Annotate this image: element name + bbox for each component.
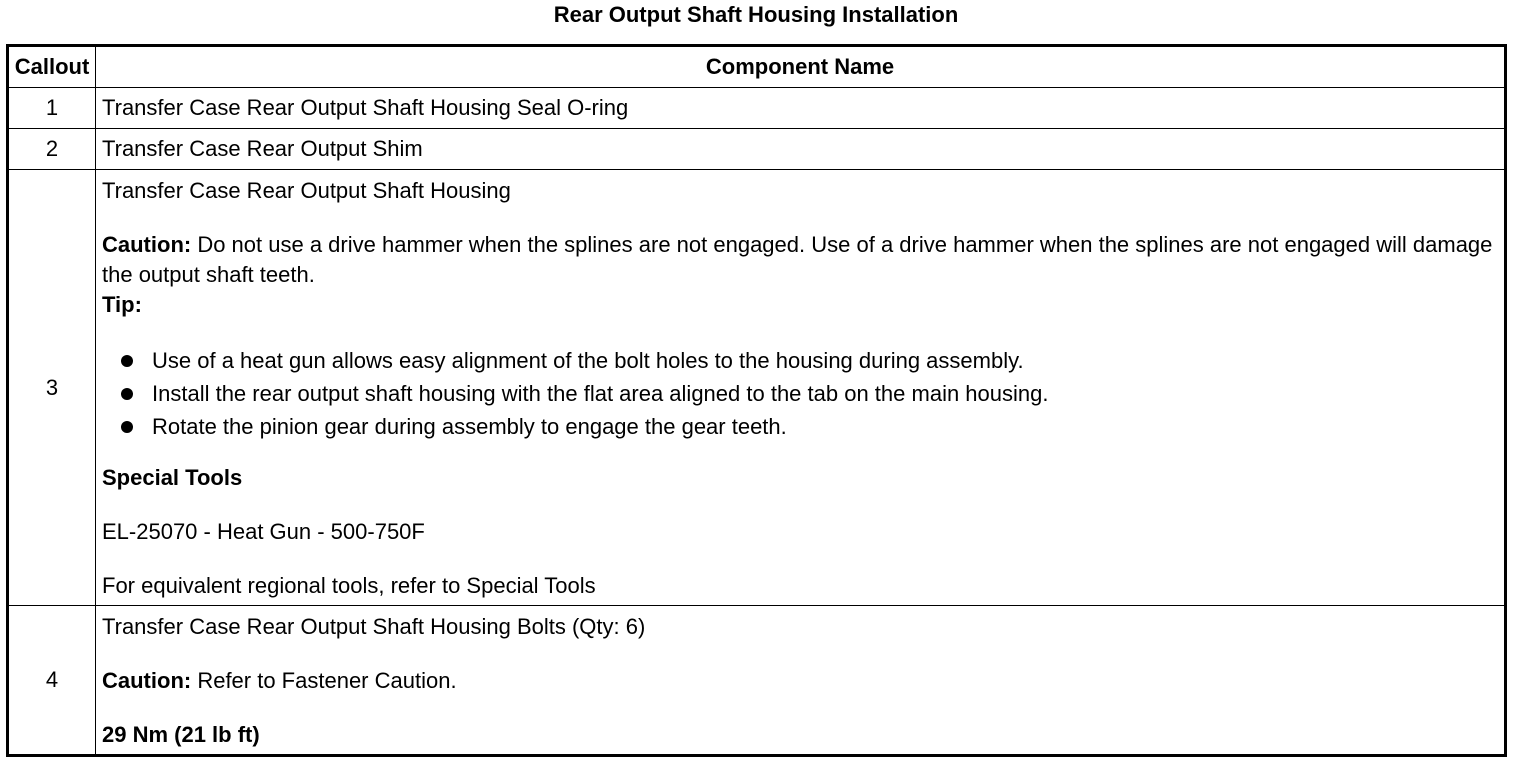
list-item: [102, 377, 1498, 410]
caution-label: Caution:: [102, 668, 192, 693]
component-details: [96, 170, 1506, 606]
torque-spec: 29 Nm (21 lb ft): [102, 722, 260, 747]
tip-label: Tip:: [102, 292, 142, 317]
callout-number: 3: [8, 170, 96, 606]
bullet-icon: [121, 421, 133, 433]
caution-note: [102, 666, 1498, 696]
caution-note: [102, 230, 1498, 290]
component-name: Transfer Case Rear Output Shaft Housing Bolts (Qty: 6): [102, 614, 646, 639]
tip-text: Rotate the pinion gear during assembly to engage the gear teeth.: [152, 414, 787, 439]
component-name: Transfer Case Rear Output Shaft Housing: [102, 178, 511, 203]
special-tool-item: EL-25070 - Heat Gun - 500-750F: [102, 519, 425, 544]
tip-list: [102, 344, 1498, 443]
component-name: Transfer Case Rear Output Shaft Housing Seal O-ring: [96, 88, 1506, 129]
list-item: [102, 344, 1498, 377]
caution-text: Refer to Fastener Caution.: [191, 668, 457, 693]
bullet-icon: [121, 388, 133, 400]
special-tools-heading: Special Tools: [102, 465, 243, 490]
page-title: Rear Output Shaft Housing Installation: [553, 2, 959, 27]
header-callout: Callout: [8, 46, 96, 88]
callout-number: 1: [8, 88, 96, 129]
special-tools-note: For equivalent regional tools, refer to Special Tools: [102, 573, 596, 598]
callout-table: [6, 44, 1507, 757]
caution-label: Caution:: [102, 232, 192, 257]
table-row: [8, 170, 1506, 606]
callout-number: 4: [8, 606, 96, 756]
table-row: [8, 129, 1506, 170]
table-header-row: [8, 46, 1506, 88]
component-name: Transfer Case Rear Output Shim: [96, 129, 1506, 170]
caution-text: Do not use a drive hammer when the splines are not engaged. Use of a drive hammer when the splines are not engaged will damage the output shaft teeth.: [102, 232, 1493, 287]
tip-text: Install the rear output shaft housing with the flat area aligned to the tab on the main housing.: [152, 381, 1049, 406]
component-details: [96, 606, 1506, 756]
list-item: [102, 410, 1498, 443]
tip-text: Use of a heat gun allows easy alignment of the bolt holes to the housing during assembly.: [152, 348, 1024, 373]
bullet-icon: [121, 355, 133, 367]
header-component-name: Component Name: [96, 46, 1506, 88]
table-row: [8, 606, 1506, 756]
callout-number: 2: [8, 129, 96, 170]
table-row: [8, 88, 1506, 129]
